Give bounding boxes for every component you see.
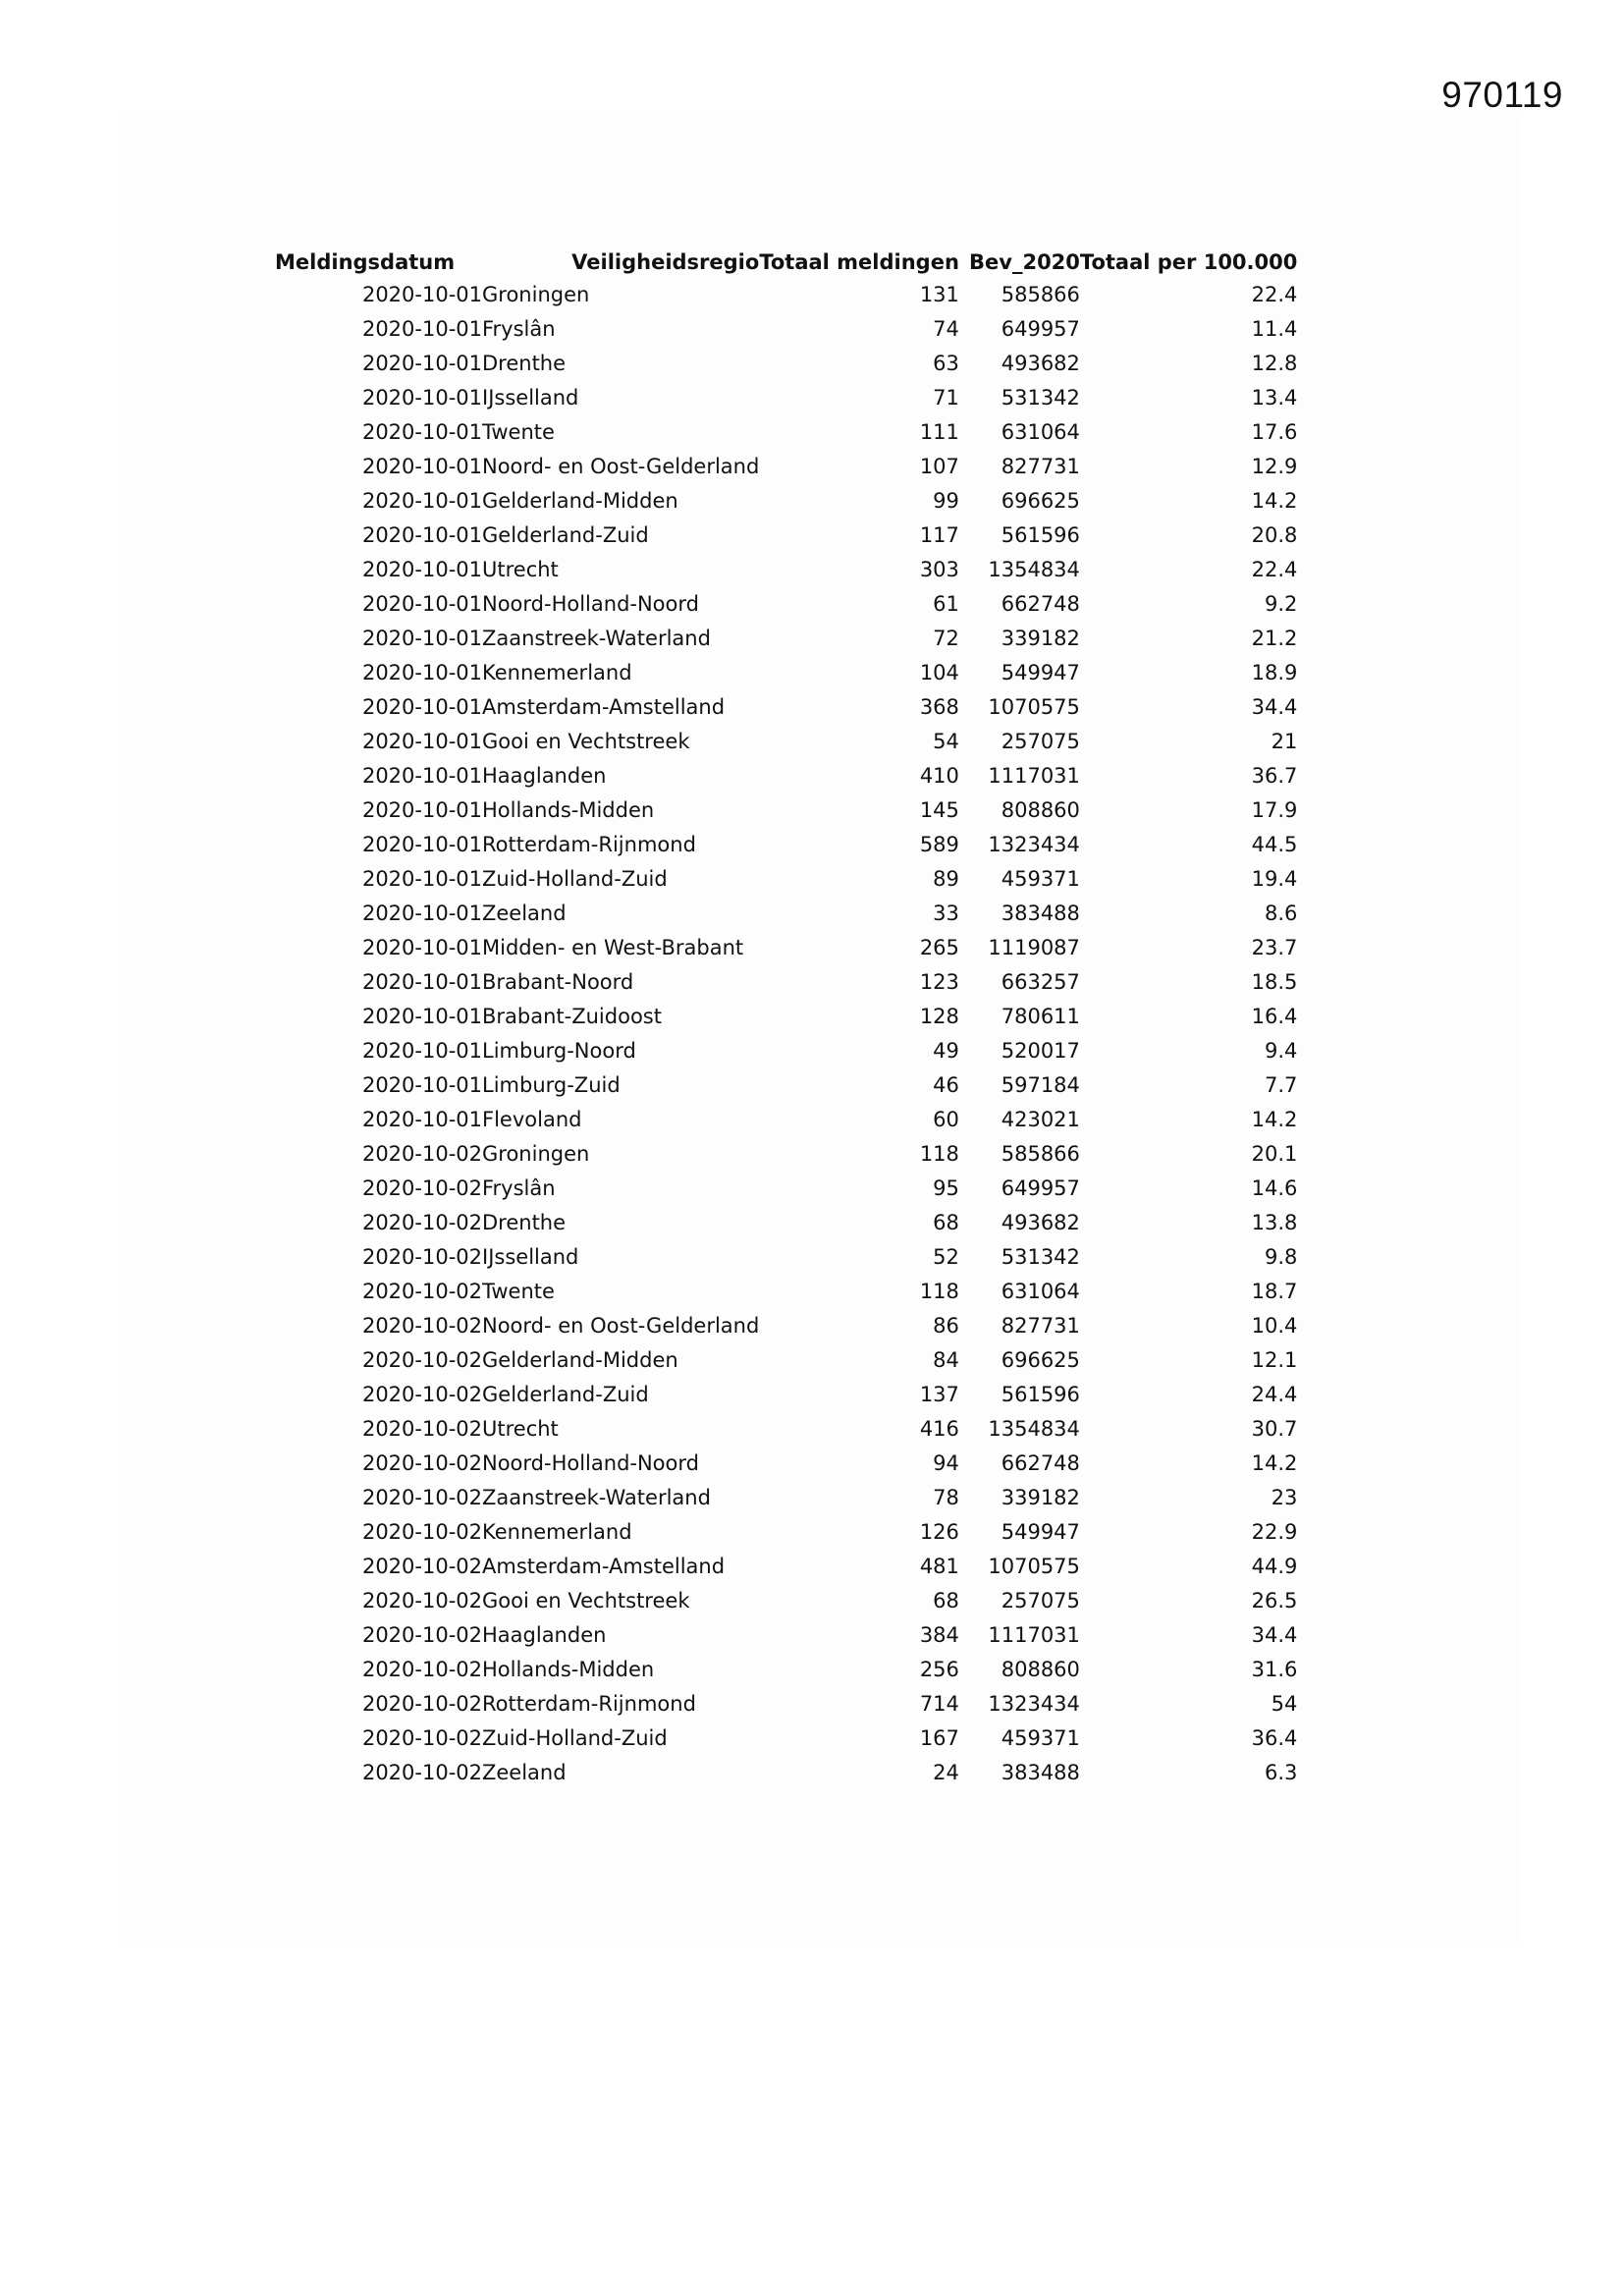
cell-region: Amsterdam-Amstelland bbox=[482, 1555, 726, 1578]
cell-date: 2020-10-01 bbox=[361, 833, 482, 856]
cell-count: 95 bbox=[933, 1176, 959, 1200]
table-row bbox=[275, 690, 1297, 725]
cell-rate: 18.5 bbox=[1251, 970, 1298, 994]
cell-count: 145 bbox=[919, 798, 959, 822]
cell-population: 1323434 bbox=[988, 833, 1080, 856]
header-meldingsdatum: Meldingsdatum bbox=[275, 250, 456, 274]
cell-population: 1354834 bbox=[988, 558, 1080, 581]
table-row bbox=[275, 1722, 1297, 1756]
table-row bbox=[275, 278, 1297, 312]
cell-date: 2020-10-01 bbox=[361, 1005, 482, 1028]
cell-rate: 14.2 bbox=[1251, 489, 1298, 513]
cell-date: 2020-10-01 bbox=[361, 558, 482, 581]
cell-rate: 21 bbox=[1271, 730, 1298, 753]
cell-count: 84 bbox=[933, 1348, 959, 1372]
table-row bbox=[275, 1481, 1297, 1515]
cell-count: 117 bbox=[919, 523, 959, 547]
table-row bbox=[275, 484, 1297, 519]
cell-count: 416 bbox=[919, 1417, 959, 1441]
cell-region: Zuid-Holland-Zuid bbox=[482, 1726, 668, 1750]
cell-population: 827731 bbox=[1001, 1314, 1080, 1338]
cell-population: 696625 bbox=[1001, 1348, 1080, 1372]
cell-population: 531342 bbox=[1001, 386, 1080, 410]
table-row bbox=[275, 622, 1297, 656]
cell-region: Hollands-Midden bbox=[482, 798, 655, 822]
cell-date: 2020-10-01 bbox=[361, 798, 482, 822]
cell-count: 54 bbox=[933, 730, 959, 753]
cell-region: Drenthe bbox=[482, 1211, 567, 1234]
cell-region: Kennemerland bbox=[482, 1520, 632, 1544]
table-row bbox=[275, 1687, 1297, 1722]
cell-count: 68 bbox=[933, 1589, 959, 1613]
cell-population: 1070575 bbox=[988, 695, 1080, 719]
cell-date: 2020-10-02 bbox=[361, 1520, 482, 1544]
cell-rate: 16.4 bbox=[1251, 1005, 1298, 1028]
table-row bbox=[275, 1343, 1297, 1378]
cell-population: 649957 bbox=[1001, 317, 1080, 341]
cell-count: 256 bbox=[919, 1658, 959, 1681]
cell-population: 662748 bbox=[1001, 592, 1080, 616]
table-row bbox=[275, 1206, 1297, 1240]
cell-date: 2020-10-02 bbox=[361, 1245, 482, 1269]
cell-date: 2020-10-02 bbox=[361, 1417, 482, 1441]
cell-date: 2020-10-02 bbox=[361, 1280, 482, 1303]
cell-region: Midden- en West-Brabant bbox=[482, 936, 744, 959]
cell-rate: 18.9 bbox=[1251, 661, 1298, 684]
table-row bbox=[275, 553, 1297, 587]
cell-date: 2020-10-02 bbox=[361, 1761, 482, 1784]
cell-date: 2020-10-02 bbox=[361, 1658, 482, 1681]
cell-region: Groningen bbox=[482, 283, 590, 306]
cell-population: 520017 bbox=[1001, 1039, 1080, 1063]
cell-date: 2020-10-02 bbox=[361, 1692, 482, 1716]
cell-population: 1119087 bbox=[988, 936, 1080, 959]
cell-population: 663257 bbox=[1001, 970, 1080, 994]
cell-rate: 14.6 bbox=[1251, 1176, 1298, 1200]
cell-count: 137 bbox=[919, 1383, 959, 1406]
table-row bbox=[275, 1000, 1297, 1034]
cell-date: 2020-10-01 bbox=[361, 902, 482, 925]
cell-count: 265 bbox=[919, 936, 959, 959]
cell-count: 410 bbox=[919, 764, 959, 788]
cell-population: 549947 bbox=[1001, 1520, 1080, 1544]
cell-region: Zaanstreek-Waterland bbox=[482, 627, 711, 650]
cell-count: 714 bbox=[919, 1692, 959, 1716]
cell-rate: 22.9 bbox=[1251, 1520, 1298, 1544]
table-row bbox=[275, 1412, 1297, 1447]
cell-population: 585866 bbox=[1001, 1142, 1080, 1166]
table-row bbox=[275, 1034, 1297, 1068]
cell-region: Zaanstreek-Waterland bbox=[482, 1486, 711, 1509]
cell-count: 74 bbox=[933, 317, 959, 341]
cell-population: 696625 bbox=[1001, 489, 1080, 513]
cell-count: 481 bbox=[919, 1555, 959, 1578]
cell-rate: 23.7 bbox=[1251, 936, 1298, 959]
cell-rate: 22.4 bbox=[1251, 558, 1298, 581]
cell-rate: 19.4 bbox=[1251, 867, 1298, 891]
cell-region: Noord-Holland-Noord bbox=[482, 1451, 699, 1475]
cell-count: 33 bbox=[933, 902, 959, 925]
cell-rate: 12.8 bbox=[1251, 352, 1298, 375]
table-row bbox=[275, 1137, 1297, 1172]
cell-rate: 23 bbox=[1271, 1486, 1298, 1509]
cell-count: 167 bbox=[919, 1726, 959, 1750]
table-row bbox=[275, 1653, 1297, 1687]
cell-rate: 44.5 bbox=[1251, 833, 1298, 856]
cell-date: 2020-10-01 bbox=[361, 317, 482, 341]
cell-region: Limburg-Noord bbox=[482, 1039, 636, 1063]
cell-count: 94 bbox=[933, 1451, 959, 1475]
cell-region: Haaglanden bbox=[482, 1623, 607, 1647]
table-row bbox=[275, 1584, 1297, 1618]
cell-region: Groningen bbox=[482, 1142, 590, 1166]
cell-rate: 9.2 bbox=[1264, 592, 1298, 616]
cell-region: Utrecht bbox=[482, 558, 559, 581]
cell-rate: 17.6 bbox=[1251, 420, 1298, 444]
cell-population: 423021 bbox=[1001, 1108, 1080, 1131]
table-row bbox=[275, 1618, 1297, 1653]
table-row bbox=[275, 312, 1297, 347]
cell-population: 808860 bbox=[1001, 1658, 1080, 1681]
table-row bbox=[275, 1447, 1297, 1481]
cell-population: 780611 bbox=[1001, 1005, 1080, 1028]
cell-region: Noord- en Oost-Gelderland bbox=[482, 1314, 760, 1338]
cell-date: 2020-10-01 bbox=[361, 455, 482, 478]
cell-region: Brabant-Zuidoost bbox=[482, 1005, 662, 1028]
cell-date: 2020-10-01 bbox=[361, 695, 482, 719]
cell-date: 2020-10-01 bbox=[361, 867, 482, 891]
cell-population: 1117031 bbox=[988, 764, 1080, 788]
cell-population: 257075 bbox=[1001, 1589, 1080, 1613]
cell-region: Fryslân bbox=[482, 1176, 556, 1200]
cell-region: Utrecht bbox=[482, 1417, 559, 1441]
cell-count: 128 bbox=[919, 1005, 959, 1028]
cell-population: 339182 bbox=[1001, 627, 1080, 650]
table-row bbox=[275, 1240, 1297, 1275]
cell-rate: 17.9 bbox=[1251, 798, 1298, 822]
cell-population: 561596 bbox=[1001, 523, 1080, 547]
table-row bbox=[275, 897, 1297, 931]
cell-count: 589 bbox=[919, 833, 959, 856]
data-table bbox=[275, 246, 1297, 1790]
cell-rate: 31.6 bbox=[1251, 1658, 1298, 1681]
cell-date: 2020-10-01 bbox=[361, 1039, 482, 1063]
cell-population: 585866 bbox=[1001, 283, 1080, 306]
cell-count: 104 bbox=[919, 661, 959, 684]
cell-rate: 7.7 bbox=[1264, 1073, 1298, 1097]
cell-count: 126 bbox=[919, 1520, 959, 1544]
cell-date: 2020-10-02 bbox=[361, 1589, 482, 1613]
cell-region: Gooi en Vechtstreek bbox=[482, 730, 690, 753]
cell-rate: 20.8 bbox=[1251, 523, 1298, 547]
cell-count: 131 bbox=[919, 283, 959, 306]
cell-population: 649957 bbox=[1001, 1176, 1080, 1200]
table-row bbox=[275, 1378, 1297, 1412]
cell-population: 257075 bbox=[1001, 730, 1080, 753]
table-row bbox=[275, 965, 1297, 1000]
cell-count: 123 bbox=[919, 970, 959, 994]
cell-date: 2020-10-01 bbox=[361, 936, 482, 959]
cell-region: Amsterdam-Amstelland bbox=[482, 695, 726, 719]
cell-rate: 6.3 bbox=[1264, 1761, 1298, 1784]
table-row bbox=[275, 381, 1297, 415]
cell-rate: 14.2 bbox=[1251, 1108, 1298, 1131]
cell-population: 561596 bbox=[1001, 1383, 1080, 1406]
cell-date: 2020-10-02 bbox=[361, 1348, 482, 1372]
cell-date: 2020-10-02 bbox=[361, 1623, 482, 1647]
cell-region: Gelderland-Midden bbox=[482, 489, 678, 513]
cell-region: Gooi en Vechtstreek bbox=[482, 1589, 690, 1613]
cell-rate: 9.4 bbox=[1264, 1039, 1298, 1063]
cell-date: 2020-10-01 bbox=[361, 283, 482, 306]
cell-population: 1354834 bbox=[988, 1417, 1080, 1441]
cell-rate: 12.1 bbox=[1251, 1348, 1298, 1372]
cell-region: Gelderland-Midden bbox=[482, 1348, 678, 1372]
cell-rate: 44.9 bbox=[1251, 1555, 1298, 1578]
cell-population: 827731 bbox=[1001, 455, 1080, 478]
cell-population: 493682 bbox=[1001, 352, 1080, 375]
table-row bbox=[275, 656, 1297, 690]
cell-population: 1323434 bbox=[988, 1692, 1080, 1716]
cell-count: 60 bbox=[933, 1108, 959, 1131]
header-bev-2020: Bev_2020 bbox=[969, 250, 1080, 274]
cell-count: 72 bbox=[933, 627, 959, 650]
cell-region: Twente bbox=[482, 420, 555, 444]
cell-date: 2020-10-01 bbox=[361, 386, 482, 410]
table-row bbox=[275, 759, 1297, 793]
table-row bbox=[275, 1068, 1297, 1103]
cell-rate: 30.7 bbox=[1251, 1417, 1298, 1441]
cell-region: Twente bbox=[482, 1280, 555, 1303]
table-row bbox=[275, 1756, 1297, 1790]
cell-rate: 20.1 bbox=[1251, 1142, 1298, 1166]
header-veiligheidsregio: Veiligheidsregio bbox=[571, 250, 760, 274]
cell-date: 2020-10-01 bbox=[361, 627, 482, 650]
cell-date: 2020-10-01 bbox=[361, 592, 482, 616]
table-row bbox=[275, 1309, 1297, 1343]
cell-rate: 22.4 bbox=[1251, 283, 1298, 306]
header-totaal-meldingen: Totaal meldingen bbox=[759, 250, 959, 274]
cell-count: 99 bbox=[933, 489, 959, 513]
cell-count: 384 bbox=[919, 1623, 959, 1647]
cell-population: 339182 bbox=[1001, 1486, 1080, 1509]
cell-date: 2020-10-02 bbox=[361, 1555, 482, 1578]
cell-population: 459371 bbox=[1001, 1726, 1080, 1750]
table-row bbox=[275, 1103, 1297, 1137]
cell-population: 808860 bbox=[1001, 798, 1080, 822]
table-row bbox=[275, 587, 1297, 622]
cell-population: 662748 bbox=[1001, 1451, 1080, 1475]
cell-region: Hollands-Midden bbox=[482, 1658, 655, 1681]
cell-rate: 12.9 bbox=[1251, 455, 1298, 478]
table-row bbox=[275, 415, 1297, 450]
cell-date: 2020-10-01 bbox=[361, 730, 482, 753]
cell-date: 2020-10-02 bbox=[361, 1176, 482, 1200]
table-row bbox=[275, 1275, 1297, 1309]
table-row bbox=[275, 725, 1297, 759]
cell-date: 2020-10-01 bbox=[361, 661, 482, 684]
cell-rate: 8.6 bbox=[1264, 902, 1298, 925]
cell-date: 2020-10-02 bbox=[361, 1486, 482, 1509]
table-row bbox=[275, 931, 1297, 965]
cell-population: 549947 bbox=[1001, 661, 1080, 684]
cell-rate: 24.4 bbox=[1251, 1383, 1298, 1406]
header-totaal-per-100000: Totaal per 100.000 bbox=[1079, 250, 1298, 274]
cell-count: 71 bbox=[933, 386, 959, 410]
cell-count: 118 bbox=[919, 1280, 959, 1303]
table-row bbox=[275, 450, 1297, 484]
cell-region: Rotterdam-Rijnmond bbox=[482, 1692, 696, 1716]
cell-count: 61 bbox=[933, 592, 959, 616]
cell-region: Limburg-Zuid bbox=[482, 1073, 621, 1097]
cell-region: Noord- en Oost-Gelderland bbox=[482, 455, 760, 478]
cell-region: Noord-Holland-Noord bbox=[482, 592, 699, 616]
cell-count: 52 bbox=[933, 1245, 959, 1269]
cell-population: 383488 bbox=[1001, 1761, 1080, 1784]
cell-population: 383488 bbox=[1001, 902, 1080, 925]
cell-date: 2020-10-02 bbox=[361, 1451, 482, 1475]
table-row bbox=[275, 828, 1297, 862]
cell-population: 631064 bbox=[1001, 1280, 1080, 1303]
cell-region: Rotterdam-Rijnmond bbox=[482, 833, 696, 856]
document-id-number: 970119 bbox=[1441, 75, 1563, 115]
cell-population: 493682 bbox=[1001, 1211, 1080, 1234]
cell-date: 2020-10-02 bbox=[361, 1142, 482, 1166]
cell-rate: 26.5 bbox=[1251, 1589, 1298, 1613]
cell-date: 2020-10-02 bbox=[361, 1314, 482, 1338]
cell-region: Brabant-Noord bbox=[482, 970, 634, 994]
cell-region: IJsselland bbox=[482, 1245, 579, 1269]
table-row bbox=[275, 1550, 1297, 1584]
cell-date: 2020-10-02 bbox=[361, 1383, 482, 1406]
cell-rate: 34.4 bbox=[1251, 1623, 1298, 1647]
cell-rate: 34.4 bbox=[1251, 695, 1298, 719]
cell-date: 2020-10-01 bbox=[361, 523, 482, 547]
table-row bbox=[275, 519, 1297, 553]
cell-count: 24 bbox=[933, 1761, 959, 1784]
cell-rate: 14.2 bbox=[1251, 1451, 1298, 1475]
cell-rate: 13.8 bbox=[1251, 1211, 1298, 1234]
cell-region: Drenthe bbox=[482, 352, 567, 375]
cell-count: 78 bbox=[933, 1486, 959, 1509]
table-row bbox=[275, 1172, 1297, 1206]
cell-rate: 9.8 bbox=[1264, 1245, 1298, 1269]
cell-date: 2020-10-02 bbox=[361, 1726, 482, 1750]
cell-count: 89 bbox=[933, 867, 959, 891]
cell-region: Zeeland bbox=[482, 902, 567, 925]
cell-date: 2020-10-01 bbox=[361, 1073, 482, 1097]
cell-date: 2020-10-01 bbox=[361, 970, 482, 994]
cell-rate: 13.4 bbox=[1251, 386, 1298, 410]
cell-population: 1117031 bbox=[988, 1623, 1080, 1647]
cell-date: 2020-10-01 bbox=[361, 489, 482, 513]
cell-region: Fryslân bbox=[482, 317, 556, 341]
cell-date: 2020-10-01 bbox=[361, 764, 482, 788]
cell-count: 63 bbox=[933, 352, 959, 375]
table-row bbox=[275, 862, 1297, 897]
cell-count: 86 bbox=[933, 1314, 959, 1338]
cell-population: 631064 bbox=[1001, 420, 1080, 444]
cell-rate: 18.7 bbox=[1251, 1280, 1298, 1303]
cell-rate: 10.4 bbox=[1251, 1314, 1298, 1338]
cell-date: 2020-10-01 bbox=[361, 352, 482, 375]
cell-count: 368 bbox=[919, 695, 959, 719]
cell-region: IJsselland bbox=[482, 386, 579, 410]
table-row bbox=[275, 347, 1297, 381]
cell-region: Haaglanden bbox=[482, 764, 607, 788]
cell-rate: 36.7 bbox=[1251, 764, 1298, 788]
cell-count: 303 bbox=[919, 558, 959, 581]
cell-region: Flevoland bbox=[482, 1108, 582, 1131]
cell-population: 597184 bbox=[1001, 1073, 1080, 1097]
cell-rate: 11.4 bbox=[1251, 317, 1298, 341]
header-row bbox=[275, 246, 1297, 278]
cell-date: 2020-10-01 bbox=[361, 420, 482, 444]
cell-region: Kennemerland bbox=[482, 661, 632, 684]
cell-region: Gelderland-Zuid bbox=[482, 1383, 649, 1406]
cell-rate: 36.4 bbox=[1251, 1726, 1298, 1750]
table-row bbox=[275, 793, 1297, 828]
cell-count: 111 bbox=[919, 420, 959, 444]
cell-rate: 54 bbox=[1271, 1692, 1298, 1716]
cell-count: 46 bbox=[933, 1073, 959, 1097]
cell-population: 531342 bbox=[1001, 1245, 1080, 1269]
cell-population: 1070575 bbox=[988, 1555, 1080, 1578]
cell-count: 107 bbox=[919, 455, 959, 478]
cell-date: 2020-10-02 bbox=[361, 1211, 482, 1234]
cell-count: 68 bbox=[933, 1211, 959, 1234]
cell-population: 459371 bbox=[1001, 867, 1080, 891]
cell-count: 118 bbox=[919, 1142, 959, 1166]
table-body bbox=[275, 278, 1297, 1790]
cell-region: Zeeland bbox=[482, 1761, 567, 1784]
cell-count: 49 bbox=[933, 1039, 959, 1063]
cell-date: 2020-10-01 bbox=[361, 1108, 482, 1131]
cell-region: Gelderland-Zuid bbox=[482, 523, 649, 547]
table-row bbox=[275, 1515, 1297, 1550]
cell-region: Zuid-Holland-Zuid bbox=[482, 867, 668, 891]
cell-rate: 21.2 bbox=[1251, 627, 1298, 650]
